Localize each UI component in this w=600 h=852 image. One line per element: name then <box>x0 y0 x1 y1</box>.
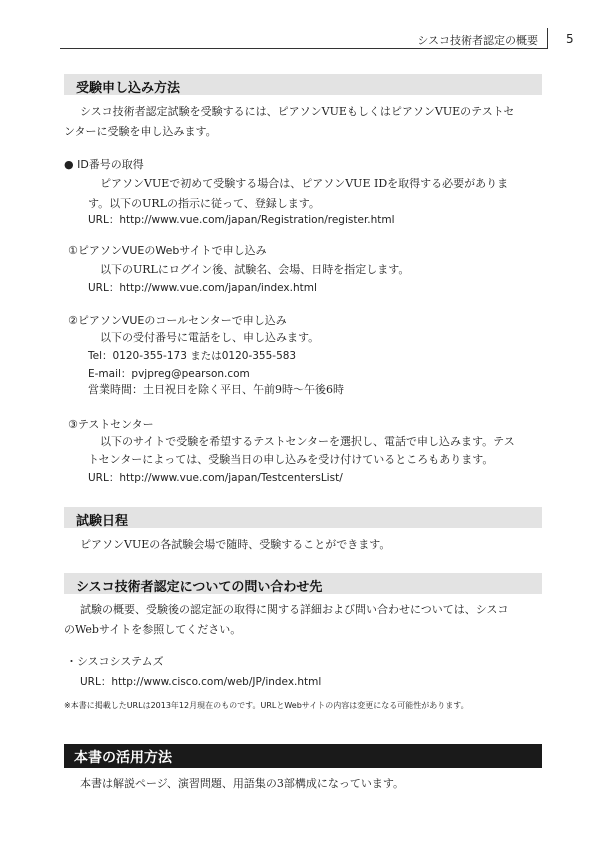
intro-line-1: シスコ技術者認定試験を受験するには、ピアソンVUEもしくはピアソンVUEのテストセ <box>80 105 515 118</box>
url-note: ※本書に掲載したURLは2013年12月現在のものです。URLとWebサイトの内容は変更になる可能性があります。 <box>64 701 469 710</box>
section-heading-contact <box>64 573 542 594</box>
call-hours: 営業時間：土日祝日を除く平日、午前9時～午後6時 <box>88 383 344 396</box>
intro-line-2: ンターに受験を申し込みます。 <box>64 125 217 138</box>
section-title: 試験日程 <box>76 514 129 529</box>
id-heading: ● ID番号の取得 <box>64 158 144 171</box>
section-heading-usage <box>64 744 542 768</box>
usage-body: 本書は解説ページ、演習問題、用語集の3部構成になっています。 <box>80 777 405 790</box>
testcenter-line-1: 以下のサイトで受験を希望するテストセンターを選択し、電話で申し込みます。テス <box>100 435 515 448</box>
call-heading: ②ピアソンVUEのコールセンターで申し込み <box>68 314 287 327</box>
contact-url: URL：http://www.cisco.com/web/JP/index.html <box>80 676 322 688</box>
header-rule <box>60 48 548 49</box>
id-line-1: ピアソンVUEで初めて受験する場合は、ピアソンVUE IDを取得する必要がありま <box>100 177 509 190</box>
contact-line-1: 試験の概要、受験後の認定証の取得に関する詳細および問い合わせについては、シスコ <box>80 603 509 616</box>
contact-line-2: のWebサイトを参照してください。 <box>64 623 242 636</box>
schedule-body: ピアソンVUEの各試験会場で随時、受験することができます。 <box>80 538 391 551</box>
id-line-2: す。以下のURLの指示に従って、登録します。 <box>88 197 320 210</box>
web-line-1: 以下のURLにログイン後、試験名、会場、日時を指定します。 <box>100 263 410 276</box>
call-tel: Tel：0120-355-173 または0120-355-583 <box>88 350 297 362</box>
call-email: E-mail：pvjpreg@pearson.com <box>88 368 250 380</box>
id-url: URL：http://www.vue.com/japan/Registration/register.html <box>88 214 395 226</box>
section-title: シスコ技術者認定についての問い合わせ先 <box>76 580 323 595</box>
testcenter-heading: ③テストセンター <box>68 418 154 431</box>
testcenter-line-2: トセンターによっては、受験当日の申し込みを受け付けているところもあります。 <box>88 453 494 466</box>
section-title: 本書の活用方法 <box>74 750 172 766</box>
section-title: 受験申し込み方法 <box>76 81 181 96</box>
web-heading: ①ピアソンVUEのWebサイトで申し込み <box>68 244 267 257</box>
page-number: 5 <box>566 32 574 46</box>
running-header-title: シスコ技術者認定の概要 <box>417 34 538 47</box>
header-tick <box>547 28 548 49</box>
section-heading-application <box>64 74 542 95</box>
section-heading-schedule <box>64 507 542 528</box>
web-url: URL：http://www.vue.com/japan/index.html <box>88 282 317 294</box>
testcenter-url: URL：http://www.vue.com/japan/TestcentersList/ <box>88 472 343 484</box>
call-line-1: 以下の受付番号に電話をし、申し込みます。 <box>100 331 320 344</box>
contact-bullet: ・シスコシステムズ <box>66 655 164 668</box>
